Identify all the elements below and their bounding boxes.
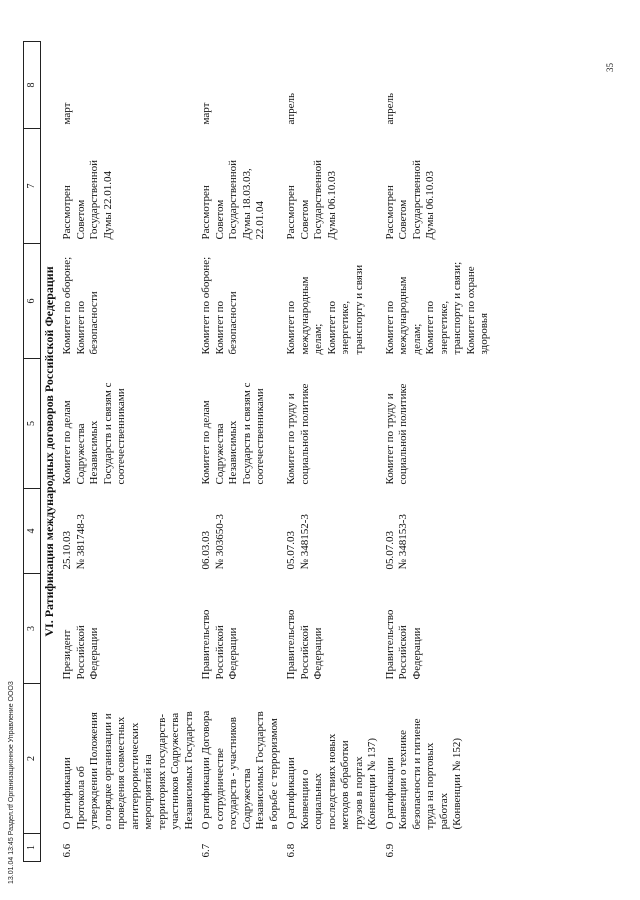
status: Рассмотрен Советом Государственной Думы 22.01.04 (61, 159, 114, 240)
rotated-page (15, 30, 575, 870)
column-number: 2 (24, 684, 41, 834)
status: Рассмотрен Советом Государственной Думы 18.03.03, 22.01.04 (200, 159, 266, 240)
column-number: 7 (24, 129, 41, 244)
registration-date-number: 05.07.03 № 348153-3 (383, 514, 409, 570)
month: апрель (383, 92, 396, 125)
responsible-committee: Комитет по делам Содружества Независимых Государств и связям с соотечественниками (61, 382, 127, 485)
table-row (283, 42, 382, 862)
initiator: Правительство Российской Федерации (200, 609, 239, 680)
table-row (59, 42, 198, 862)
responsible-committee: Комитет по труду и социальной политике (285, 383, 311, 485)
bill-title: О ратификации Конвенции о технике безопасности и гигиене труда на портовых работах (Конвенции № 152) (383, 718, 463, 830)
responsible-committee: Комитет по труду и социальной политике (383, 383, 409, 485)
section-title: VI. Ратификация международных договоров Российской Федерации (41, 266, 56, 637)
month: март (200, 102, 212, 125)
initiator: Президент Российской Федерации (61, 625, 100, 680)
initiator: Правительство Российской Федерации (285, 609, 324, 680)
column-number: 8 (24, 42, 41, 129)
month: март (61, 102, 73, 125)
bill-title: О ратификации Договора о сотрудничестве государств - участников Содружества Независимых Государств в борьбе с терроризмом (200, 710, 280, 830)
column-number: 3 (24, 574, 41, 684)
co-executor-committees: Комитет по международным делам; Комитет по энергетике, транспорту и связи (285, 264, 365, 355)
column-number: 4 (24, 489, 41, 574)
row-number: 6.9 (383, 843, 396, 858)
page-number: 35 (605, 63, 615, 72)
month: апрель (285, 92, 297, 125)
status: Рассмотрен Советом Государственной Думы 06.10.03 (383, 159, 436, 240)
table-row (382, 42, 494, 862)
initiator: Правительство Российской Федерации (383, 609, 423, 680)
bill-title: О ратификации Протокола об утверждении Положения о порядке организации и проведения совместных антитеррористических мероприятий на территориях государств- участников Содружества Независимых Государств (61, 711, 195, 830)
column-number-row (24, 42, 41, 862)
row-number: 6.6 (61, 843, 73, 858)
section-header-row (40, 42, 59, 862)
column-number: 1 (24, 834, 41, 862)
co-executor-committees: Комитет по обороне; Комитет по безопасности (61, 256, 100, 355)
bill-table (23, 41, 494, 862)
column-number: 5 (24, 359, 41, 489)
row-number: 6.7 (200, 843, 212, 858)
column-number: 6 (24, 244, 41, 359)
file-footer: 13.01.04 13:45 Раздел.rtf Организационное Управление ООО3 (8, 681, 15, 884)
responsible-committee: Комитет по делам Содружества Независимых Государств и связям с соотечественниками (200, 382, 266, 485)
co-executor-committees: Комитет по обороне; Комитет по безопасности (200, 256, 239, 355)
registration-date-number: 05.07.03 № 348152-3 (285, 514, 311, 570)
registration-date-number: 25.10.03 № 381748-3 (61, 514, 87, 570)
table-row (198, 42, 283, 862)
status: Рассмотрен Советом Государственной Думы 06.10.03 (285, 159, 338, 240)
row-number: 6.8 (285, 843, 297, 858)
registration-date-number: 06.03.03 № 303650-3 (200, 514, 226, 570)
bill-title: О ратификации Конвенции о социальных последствиях новых методов обработки грузов в портах (Конвенции № 137) (285, 733, 378, 830)
co-executor-committees: Комитет по международным делам; Комитет по энергетике, транспорту и связи; Комитет по охране здоровья (383, 261, 490, 355)
